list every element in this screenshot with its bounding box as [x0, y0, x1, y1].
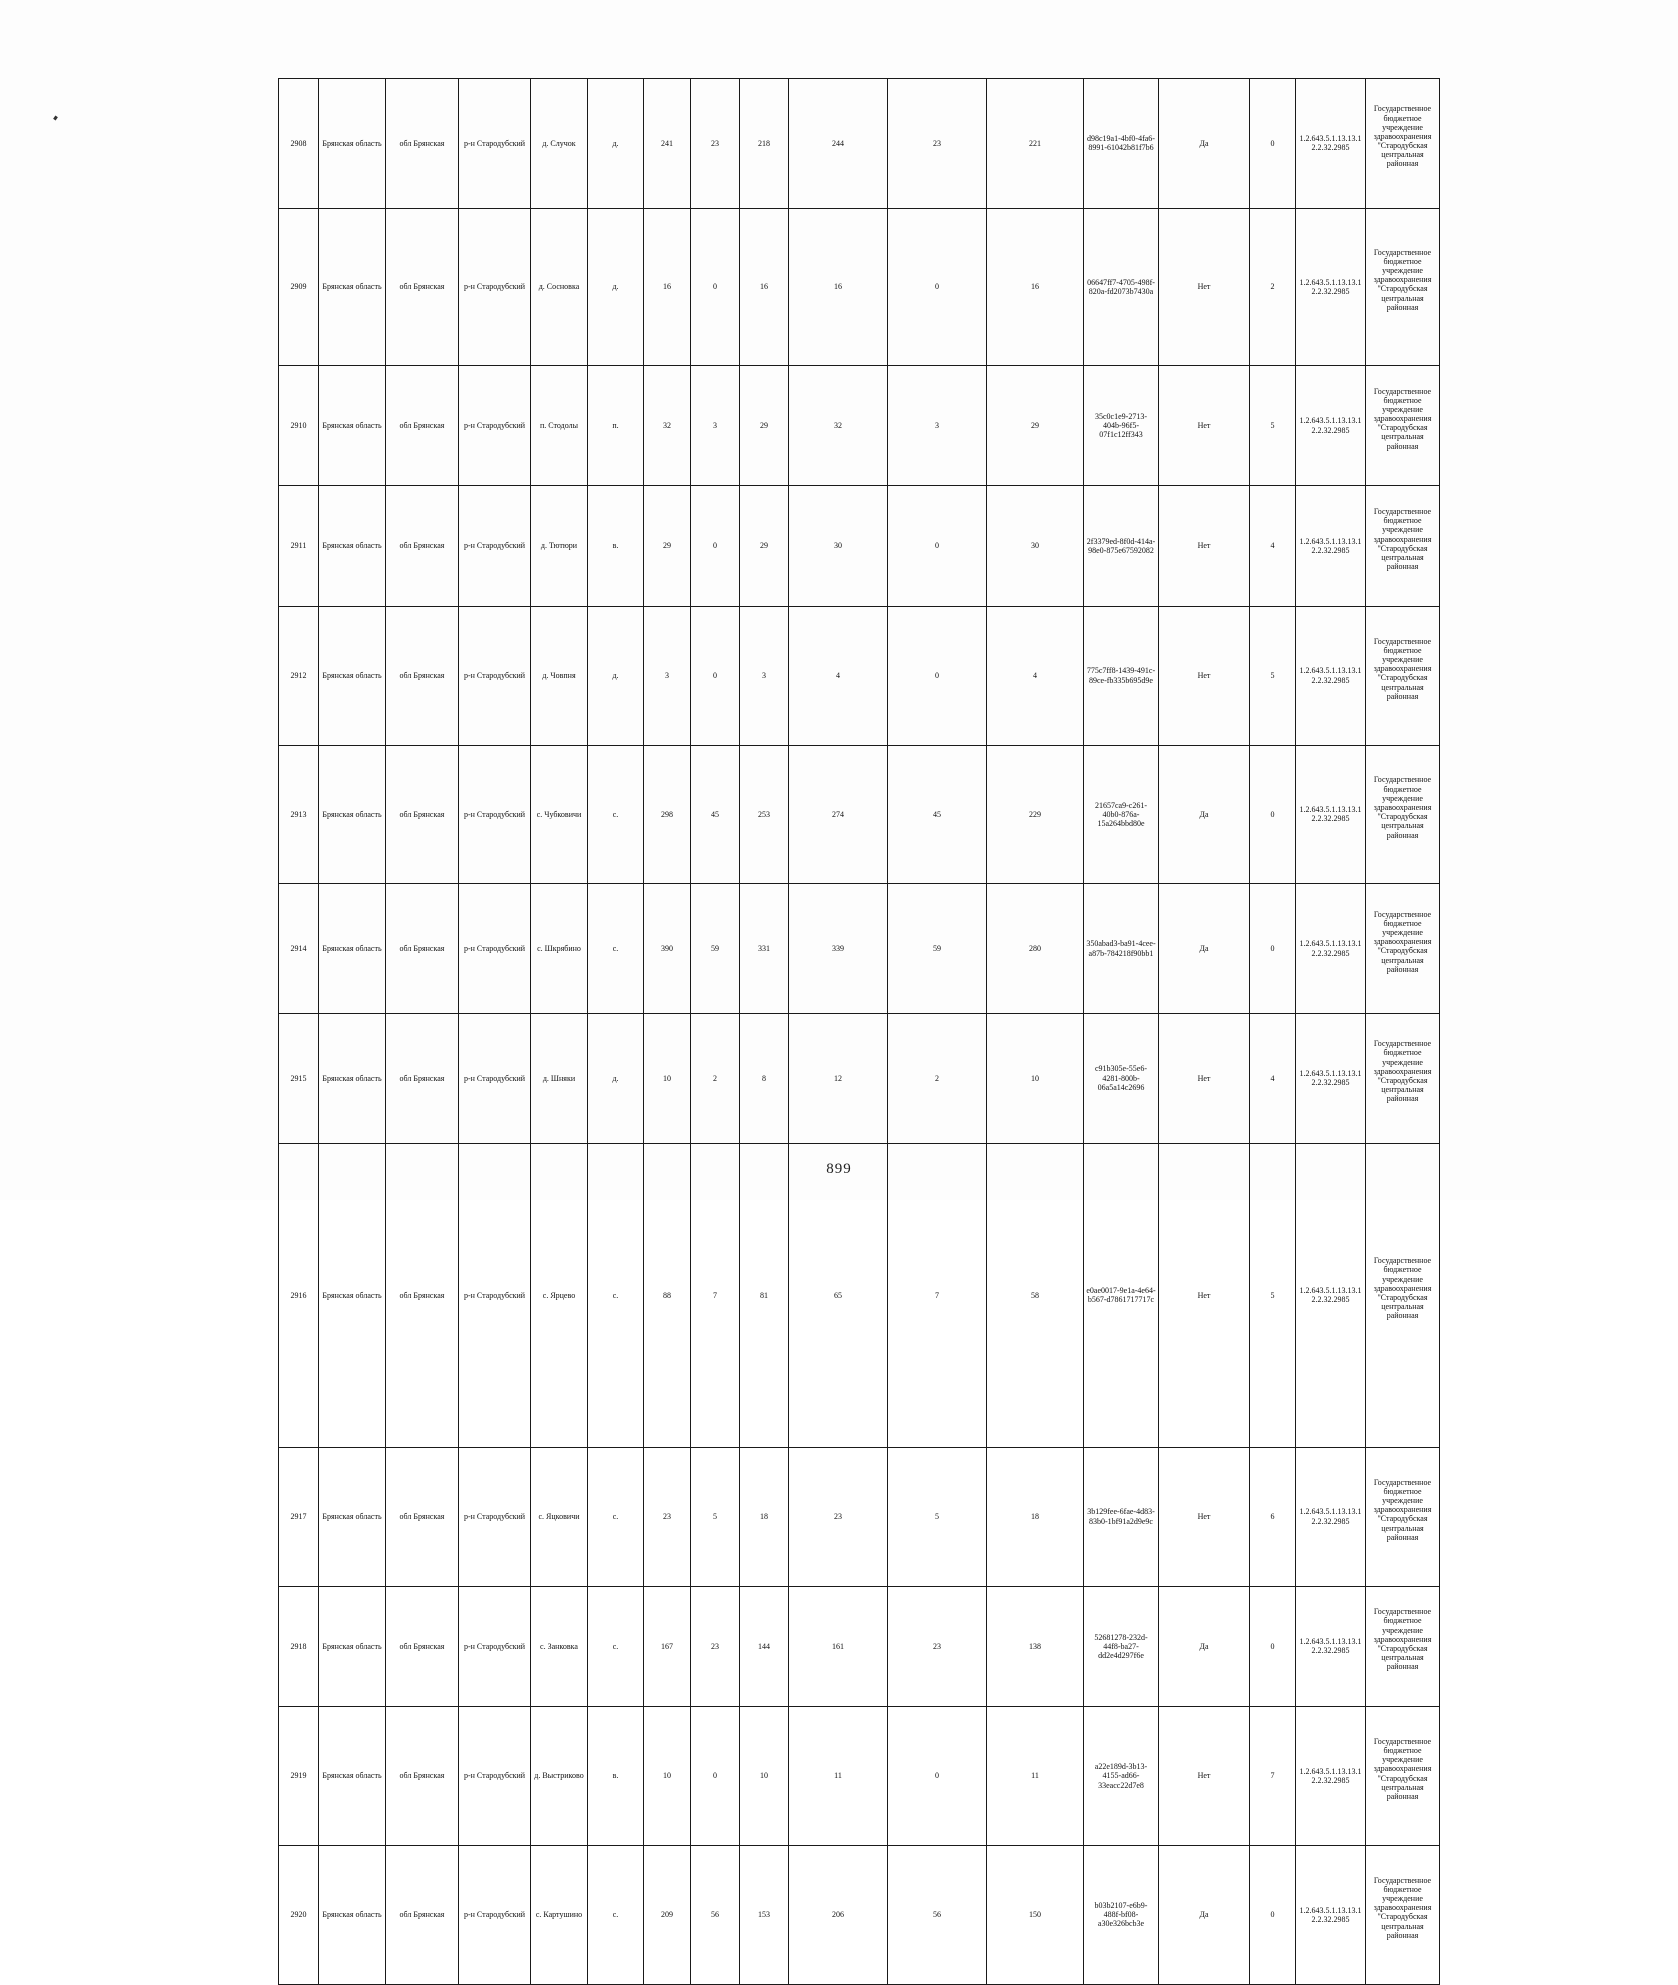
flag-cell: Да: [1159, 1845, 1250, 1984]
organization-text: Государственное бюджетное учреждение здравоохранения "Стародубская центральная районная: [1373, 636, 1432, 701]
count-cell: 0: [1250, 745, 1296, 884]
oid-cell: 1.2.643.5.1.13.13.12.2.32.2985: [1296, 745, 1366, 884]
row-number: 2917: [279, 1447, 319, 1586]
population-adults-2-cell: 58: [987, 1143, 1084, 1447]
row-number: 2916: [279, 1143, 319, 1447]
population-adults-cell: 8: [740, 1013, 789, 1143]
settlement-type-cell: в.: [588, 1707, 644, 1846]
region-cell: Брянская область: [319, 79, 386, 209]
guid-cell: c91b305e-55e6-4281-800b-06a5a14c2696: [1084, 1013, 1159, 1143]
settlement-type-cell: с.: [588, 1586, 644, 1706]
region-cell: Брянская область: [319, 1143, 386, 1447]
count-cell: 4: [1250, 1013, 1296, 1143]
oblast-cell: обл Брянская: [386, 365, 459, 485]
row-number: 2914: [279, 884, 319, 1014]
population-adults-2-cell: 11: [987, 1707, 1084, 1846]
population-children-cell: 23: [691, 1586, 740, 1706]
population-children-2-cell: 0: [888, 208, 987, 365]
flag-cell: Нет: [1159, 365, 1250, 485]
settlement-type-cell: п.: [588, 365, 644, 485]
population-total-cell: 10: [644, 1013, 691, 1143]
population-adults-2-cell: 30: [987, 486, 1084, 606]
population-total-cell: 10: [644, 1707, 691, 1846]
organization-cell: [1366, 208, 1440, 365]
oblast-cell: обл Брянская: [386, 884, 459, 1014]
count-cell: 5: [1250, 1143, 1296, 1447]
population-children-cell: 23: [691, 79, 740, 209]
population-adults-cell: 18: [740, 1447, 789, 1586]
population-total-2-cell: 12: [789, 1013, 888, 1143]
flag-cell: Да: [1159, 884, 1250, 1014]
population-total-cell: 209: [644, 1845, 691, 1984]
population-total-2-cell: 11: [789, 1707, 888, 1846]
row-number: 2912: [279, 606, 319, 745]
guid-cell: e0ae0017-9e1a-4e64-b567-d7861717717c: [1084, 1143, 1159, 1447]
row-number: 2918: [279, 1586, 319, 1706]
organization-text: Государственное бюджетное учреждение здравоохранения "Стародубская центральная районная: [1373, 386, 1432, 451]
oblast-cell: обл Брянская: [386, 606, 459, 745]
region-cell: Брянская область: [319, 208, 386, 365]
count-cell: 4: [1250, 486, 1296, 606]
table-row: [279, 1707, 1440, 1846]
population-total-2-cell: 206: [789, 1845, 888, 1984]
population-total-cell: 16: [644, 208, 691, 365]
guid-cell: 2f3379ed-8f0d-414a-98e0-875e67592082: [1084, 486, 1159, 606]
population-total-cell: 390: [644, 884, 691, 1014]
population-children-cell: 45: [691, 745, 740, 884]
population-children-2-cell: 23: [888, 79, 987, 209]
population-total-2-cell: 339: [789, 884, 888, 1014]
flag-cell: Да: [1159, 79, 1250, 209]
settlement-cell: д. Човпня: [531, 606, 588, 745]
oid-cell: 1.2.643.5.1.13.13.12.2.32.2985: [1296, 79, 1366, 209]
population-total-2-cell: 4: [789, 606, 888, 745]
population-total-cell: 23: [644, 1447, 691, 1586]
oid-cell: 1.2.643.5.1.13.13.12.2.32.2985: [1296, 1143, 1366, 1447]
population-children-2-cell: 0: [888, 606, 987, 745]
table-row: [279, 606, 1440, 745]
population-children-2-cell: 59: [888, 884, 987, 1014]
oblast-cell: обл Брянская: [386, 1845, 459, 1984]
organization-cell: [1366, 1707, 1440, 1846]
settlement-cell: с. Чубковичи: [531, 745, 588, 884]
oid-cell: 1.2.643.5.1.13.13.12.2.32.2985: [1296, 1586, 1366, 1706]
population-total-2-cell: 23: [789, 1447, 888, 1586]
table-row: [279, 1845, 1440, 1984]
oid-cell: 1.2.643.5.1.13.13.12.2.32.2985: [1296, 365, 1366, 485]
district-cell: р-н Стародубский: [459, 486, 531, 606]
flag-cell: Да: [1159, 1586, 1250, 1706]
table-row: [279, 79, 1440, 209]
district-cell: р-н Стародубский: [459, 1013, 531, 1143]
population-adults-2-cell: 221: [987, 79, 1084, 209]
flag-cell: Нет: [1159, 486, 1250, 606]
district-cell: р-н Стародубский: [459, 606, 531, 745]
settlement-type-cell: с.: [588, 745, 644, 884]
population-total-2-cell: 244: [789, 79, 888, 209]
oid-cell: 1.2.643.5.1.13.13.12.2.32.2985: [1296, 1447, 1366, 1586]
table-row: [279, 486, 1440, 606]
settlement-type-cell: с.: [588, 884, 644, 1014]
settlement-cell: д. Шняки: [531, 1013, 588, 1143]
settlement-type-cell: в.: [588, 486, 644, 606]
population-children-2-cell: 56: [888, 1845, 987, 1984]
oblast-cell: обл Брянская: [386, 1586, 459, 1706]
population-adults-2-cell: 4: [987, 606, 1084, 745]
guid-cell: 35c0c1e9-2713-404b-96f5-07f1c12ff343: [1084, 365, 1159, 485]
count-cell: 2: [1250, 208, 1296, 365]
district-cell: р-н Стародубский: [459, 365, 531, 485]
table-row: [279, 884, 1440, 1014]
population-total-cell: 29: [644, 486, 691, 606]
organization-cell: [1366, 1845, 1440, 1984]
population-adults-cell: 218: [740, 79, 789, 209]
oblast-cell: обл Брянская: [386, 486, 459, 606]
population-children-2-cell: 0: [888, 1707, 987, 1846]
oblast-cell: обл Брянская: [386, 1143, 459, 1447]
population-total-cell: 3: [644, 606, 691, 745]
population-adults-cell: 3: [740, 606, 789, 745]
table-row: [279, 1447, 1440, 1586]
oblast-cell: обл Брянская: [386, 745, 459, 884]
population-children-cell: 0: [691, 208, 740, 365]
population-adults-cell: 81: [740, 1143, 789, 1447]
population-adults-cell: 29: [740, 365, 789, 485]
settlement-cell: с. Картушино: [531, 1845, 588, 1984]
district-cell: р-н Стародубский: [459, 1447, 531, 1586]
region-cell: Брянская область: [319, 884, 386, 1014]
population-total-2-cell: 161: [789, 1586, 888, 1706]
population-adults-2-cell: 10: [987, 1013, 1084, 1143]
guid-cell: 775c7ff8-1439-491c-89ce-fb335b695d9e: [1084, 606, 1159, 745]
population-total-cell: 298: [644, 745, 691, 884]
organization-text: Государственное бюджетное учреждение здравоохранения "Стародубская центральная районная: [1373, 909, 1432, 974]
population-adults-2-cell: 29: [987, 365, 1084, 485]
table-row: [279, 1143, 1440, 1447]
region-cell: Брянская область: [319, 365, 386, 485]
population-adults-cell: 16: [740, 208, 789, 365]
population-adults-cell: 253: [740, 745, 789, 884]
population-children-2-cell: 7: [888, 1143, 987, 1447]
flag-cell: Нет: [1159, 208, 1250, 365]
oid-cell: 1.2.643.5.1.13.13.12.2.32.2985: [1296, 1845, 1366, 1984]
flag-cell: Нет: [1159, 1013, 1250, 1143]
oblast-cell: обл Брянская: [386, 1447, 459, 1586]
settlement-type-cell: с.: [588, 1143, 644, 1447]
population-children-2-cell: 23: [888, 1586, 987, 1706]
population-children-2-cell: 3: [888, 365, 987, 485]
guid-cell: 350abad3-ba91-4cee-a87b-784218f90bb1: [1084, 884, 1159, 1014]
guid-cell: d98c19a1-4bf0-4fa6-8991-61042b81f7b6: [1084, 79, 1159, 209]
population-children-2-cell: 2: [888, 1013, 987, 1143]
settlement-cell: д. Выстриково: [531, 1707, 588, 1846]
oid-cell: 1.2.643.5.1.13.13.12.2.32.2985: [1296, 486, 1366, 606]
settlement-cell: д. Случок: [531, 79, 588, 209]
settlement-cell: д. Тютюри: [531, 486, 588, 606]
district-cell: р-н Стародубский: [459, 1845, 531, 1984]
organization-text: Государственное бюджетное учреждение здравоохранения "Стародубская центральная районная: [1373, 1039, 1432, 1104]
organization-text: Государственное бюджетное учреждение здравоохранения "Стародубская центральная районная: [1373, 104, 1432, 169]
population-adults-2-cell: 150: [987, 1845, 1084, 1984]
population-total-2-cell: 32: [789, 365, 888, 485]
organization-cell: [1366, 606, 1440, 745]
settlement-cell: с. Шкрябино: [531, 884, 588, 1014]
organization-text: Государственное бюджетное учреждение здравоохранения "Стародубская центральная районная: [1373, 1256, 1432, 1321]
oblast-cell: обл Брянская: [386, 208, 459, 365]
district-cell: р-н Стародубский: [459, 1707, 531, 1846]
count-cell: 5: [1250, 365, 1296, 485]
settlement-type-cell: с.: [588, 1447, 644, 1586]
organization-text: Государственное бюджетное учреждение здравоохранения "Стародубская центральная районная: [1373, 1607, 1432, 1672]
oblast-cell: обл Брянская: [386, 79, 459, 209]
row-number: 2919: [279, 1707, 319, 1846]
table-row: [279, 208, 1440, 365]
flag-cell: Нет: [1159, 1143, 1250, 1447]
settlement-type-cell: д.: [588, 1013, 644, 1143]
organization-cell: [1366, 745, 1440, 884]
settlement-cell: п. Стодолы: [531, 365, 588, 485]
population-adults-2-cell: 16: [987, 208, 1084, 365]
oid-cell: 1.2.643.5.1.13.13.12.2.32.2985: [1296, 606, 1366, 745]
region-cell: Брянская область: [319, 1707, 386, 1846]
region-cell: Брянская область: [319, 1586, 386, 1706]
region-cell: Брянская область: [319, 1447, 386, 1586]
organization-cell: [1366, 884, 1440, 1014]
organization-text: Государственное бюджетное учреждение здравоохранения "Стародубская центральная районная: [1373, 1736, 1432, 1802]
row-number: 2915: [279, 1013, 319, 1143]
region-cell: Брянская область: [319, 1013, 386, 1143]
district-cell: р-н Стародубский: [459, 79, 531, 209]
count-cell: 6: [1250, 1447, 1296, 1586]
population-adults-2-cell: 18: [987, 1447, 1084, 1586]
organization-cell: [1366, 365, 1440, 485]
population-children-cell: 56: [691, 1845, 740, 1984]
region-cell: Брянская область: [319, 606, 386, 745]
count-cell: 0: [1250, 1845, 1296, 1984]
scan-artifact: [53, 116, 58, 121]
population-children-2-cell: 45: [888, 745, 987, 884]
guid-cell: 3b129fee-6fae-4d83-83b0-1bf91a2d9e9c: [1084, 1447, 1159, 1586]
settlements-table: [278, 78, 1440, 1985]
count-cell: 0: [1250, 884, 1296, 1014]
flag-cell: Нет: [1159, 1707, 1250, 1846]
population-adults-2-cell: 280: [987, 884, 1084, 1014]
guid-cell: 06647ff7-4705-498f-820a-fd2073b7430a: [1084, 208, 1159, 365]
population-total-cell: 167: [644, 1586, 691, 1706]
guid-cell: a22e189d-3b13-4155-ad66-33eacc22d7e8: [1084, 1707, 1159, 1846]
guid-cell: 52681278-232d-44f8-ba27-dd2e4d297f6e: [1084, 1586, 1159, 1706]
population-total-cell: 32: [644, 365, 691, 485]
count-cell: 5: [1250, 606, 1296, 745]
oblast-cell: обл Брянская: [386, 1013, 459, 1143]
row-number: 2908: [279, 79, 319, 209]
population-total-2-cell: 30: [789, 486, 888, 606]
organization-text: Государственное бюджетное учреждение здравоохранения "Стародубская центральная районная: [1373, 506, 1432, 572]
table-row: [279, 1013, 1440, 1143]
count-cell: 0: [1250, 79, 1296, 209]
guid-cell: b03b2107-e6b9-488f-bf08-a30e326bcb3e: [1084, 1845, 1159, 1984]
organization-cell: [1366, 1143, 1440, 1447]
flag-cell: Нет: [1159, 606, 1250, 745]
row-number: 2911: [279, 486, 319, 606]
population-adults-cell: 153: [740, 1845, 789, 1984]
settlement-cell: д. Сосновка: [531, 208, 588, 365]
settlement-type-cell: с.: [588, 1845, 644, 1984]
population-adults-cell: 331: [740, 884, 789, 1014]
population-adults-cell: 10: [740, 1707, 789, 1846]
population-adults-2-cell: 138: [987, 1586, 1084, 1706]
row-number: 2920: [279, 1845, 319, 1984]
row-number: 2910: [279, 365, 319, 485]
district-cell: р-н Стародубский: [459, 1586, 531, 1706]
population-total-cell: 241: [644, 79, 691, 209]
population-total-2-cell: 16: [789, 208, 888, 365]
oid-cell: 1.2.643.5.1.13.13.12.2.32.2985: [1296, 208, 1366, 365]
page-number: 899: [826, 1161, 852, 1177]
population-adults-2-cell: 229: [987, 745, 1084, 884]
population-children-cell: 3: [691, 365, 740, 485]
district-cell: р-н Стародубский: [459, 884, 531, 1014]
oid-cell: 1.2.643.5.1.13.13.12.2.32.2985: [1296, 884, 1366, 1014]
organization-text: Государственное бюджетное учреждение здравоохранения "Стародубская центральная районная: [1373, 775, 1432, 840]
organization-cell: [1366, 79, 1440, 209]
population-children-2-cell: 0: [888, 486, 987, 606]
district-cell: р-н Стародубский: [459, 1143, 531, 1447]
flag-cell: Да: [1159, 745, 1250, 884]
settlement-cell: с. Ярцево: [531, 1143, 588, 1447]
settlement-type-cell: д.: [588, 79, 644, 209]
guid-cell: 21657ca9-c261-40b0-876a-15a264bbd80e: [1084, 745, 1159, 884]
region-cell: Брянская область: [319, 745, 386, 884]
settlement-cell: с. Занковка: [531, 1586, 588, 1706]
population-children-2-cell: 5: [888, 1447, 987, 1586]
table-row: [279, 745, 1440, 884]
oid-cell: 1.2.643.5.1.13.13.12.2.32.2985: [1296, 1707, 1366, 1846]
population-children-cell: 7: [691, 1143, 740, 1447]
population-total-cell: 88: [644, 1143, 691, 1447]
region-cell: Брянская область: [319, 486, 386, 606]
region-cell: Брянская область: [319, 1845, 386, 1984]
population-total-2-cell: 274: [789, 745, 888, 884]
count-cell: 0: [1250, 1586, 1296, 1706]
organization-cell: [1366, 1586, 1440, 1706]
table-row: [279, 365, 1440, 485]
population-children-cell: 5: [691, 1447, 740, 1586]
organization-cell: [1366, 1013, 1440, 1143]
oblast-cell: обл Брянская: [386, 1707, 459, 1846]
count-cell: 7: [1250, 1707, 1296, 1846]
population-children-cell: 59: [691, 884, 740, 1014]
settlement-type-cell: д.: [588, 208, 644, 365]
table-row: [279, 1586, 1440, 1706]
settlement-cell: с. Яцковичи: [531, 1447, 588, 1586]
population-children-cell: 0: [691, 486, 740, 606]
organization-cell: [1366, 1447, 1440, 1586]
organization-text: Государственное бюджетное учреждение здравоохранения "Стародубская центральная районная: [1373, 1875, 1432, 1940]
population-adults-cell: 144: [740, 1586, 789, 1706]
organization-cell: [1366, 486, 1440, 606]
organization-text: Государственное бюджетное учреждение здравоохранения "Стародубская центральная районная: [1373, 247, 1432, 312]
population-children-cell: 2: [691, 1013, 740, 1143]
district-cell: р-н Стародубский: [459, 208, 531, 365]
settlement-type-cell: д.: [588, 606, 644, 745]
population-adults-cell: 29: [740, 486, 789, 606]
flag-cell: Нет: [1159, 1447, 1250, 1586]
row-number: 2909: [279, 208, 319, 365]
population-children-cell: 0: [691, 1707, 740, 1846]
row-number: 2913: [279, 745, 319, 884]
organization-text: Государственное бюджетное учреждение здравоохранения "Стародубская центральная районная: [1373, 1477, 1432, 1542]
population-children-cell: 0: [691, 606, 740, 745]
population-total-2-cell: 65: [789, 1143, 888, 1447]
district-cell: р-н Стародубский: [459, 745, 531, 884]
oid-cell: 1.2.643.5.1.13.13.12.2.32.2985: [1296, 1013, 1366, 1143]
